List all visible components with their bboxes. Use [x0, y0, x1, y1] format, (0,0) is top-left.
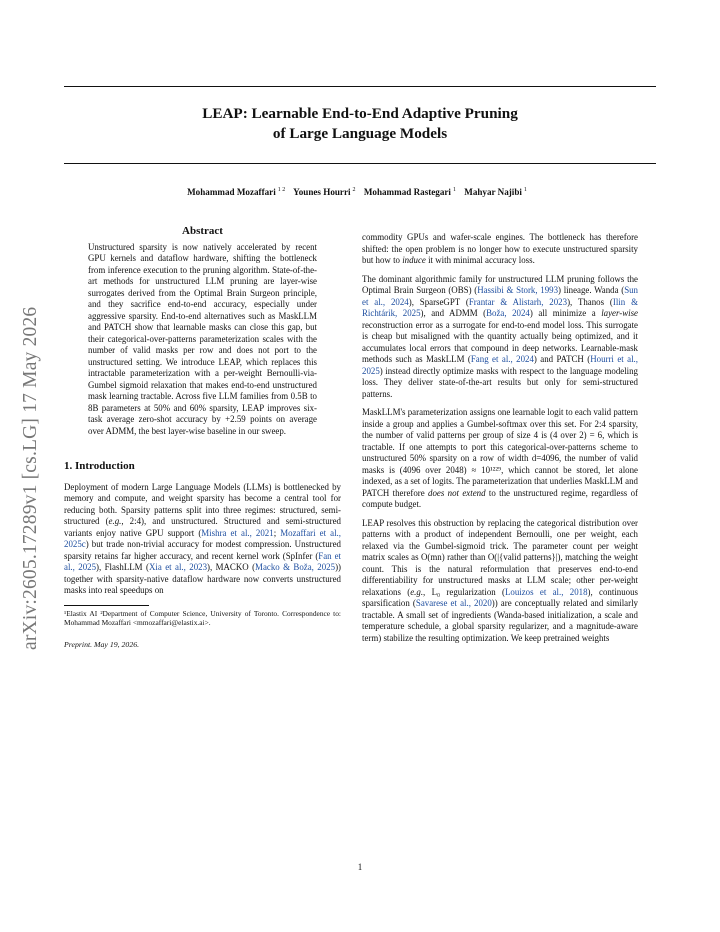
author-name: Mohammad Mozaffari — [187, 187, 276, 198]
left-column — [64, 226, 341, 650]
text-run: e.g. — [108, 516, 122, 526]
text-run: The dominant algorithmic family for unstructured LLM pruning follows the Optimal Brain Surgeon (OBS) ( — [362, 273, 638, 295]
arxiv-stamp: arXiv:2605.17289v1 [cs.LG] 17 May 2026 — [20, 306, 41, 650]
section-heading-introduction: 1. Introduction — [64, 460, 135, 472]
author-name: Younes Hourri — [293, 187, 351, 198]
right-column — [362, 232, 638, 651]
text-run: , L₀ regularization ( — [423, 586, 505, 597]
text-run: ), Thanos ( — [567, 296, 613, 307]
text-run: induce — [402, 255, 426, 265]
binomial-expression: (4096 over 2048) — [399, 464, 467, 475]
author-affiliation: 2 — [352, 187, 356, 193]
intro-paragraph-1 — [64, 482, 341, 597]
text-run: ≈ 10¹²²⁹, which cannot be stored, let alone indexed, as a set of logits. The parameterization that underlies MaskLLM and PATCH therefore — [362, 464, 638, 498]
text-run: ; — [273, 527, 281, 538]
citation-link[interactable]: Mozaffari et al., 2025c — [64, 527, 341, 549]
author-affiliation: 1 2 — [277, 187, 286, 193]
citation-link[interactable]: Louizos et al., 2018 — [504, 586, 588, 597]
text-run: it with minimal accuracy loss. — [425, 255, 535, 265]
text-run: )) are conceptually related and similarly tractable. A small set of ingredients (Wanda-based initialization, a scale and temperature schedule, a global sparsity regularizer, and a magnitude-aware term) stabilize the resulting optimization. We keep pretrained weights — [362, 598, 638, 643]
affiliation-footnote: ¹Elastix AI ²Department of Computer Science, University of Toronto. Correspondence to: Mohammad Mozaffari <mmozaffari@elastix.ai>. — [64, 608, 341, 627]
citation-link[interactable]: Boža, 2024 — [486, 308, 530, 318]
title-line-1: LEAP: Learnable End-to-End Adaptive Pruning — [202, 105, 518, 122]
text-run: LEAP resolves this obstruction by replacing the categorical distribution over patterns with a product of independent Bernoulli, one per weight, each relaxed via the Gumbel-sigmoid trick. The parameter count per weight matrix scales as O(mn) rather than O(|{valid patterns}|), matching the weight count. This is the natural reformulation that preserves end-to-end differentiability for unstructured masks at LLM scale; other per-weight relaxations ( — [362, 517, 638, 597]
citation-link[interactable]: Ilin & Richtárik, 2025 — [362, 296, 638, 318]
page-number: 1 — [357, 862, 363, 872]
text-run: = 6, which is tractable. If one attempts to port this categorical-over-patterns scheme to unstructured 50% sparsity on a row of width d=4096, the number of valid masks is — [362, 430, 638, 475]
text-run: e.g. — [410, 586, 424, 597]
author-affiliation: 1 — [452, 187, 456, 193]
text-run: ) all minimize a — [529, 308, 602, 318]
intro-paragraph-4 — [362, 518, 638, 645]
paper-title — [64, 104, 656, 144]
text-run: commodity GPUs and wafer-scale engines. The bottleneck has therefore shifted: the open problem is no longer how to execute unstructured sparsity but how to — [362, 232, 638, 265]
author-list — [64, 187, 656, 197]
title-rule-top — [64, 86, 656, 87]
citation-link[interactable]: Xia et al., 2023 — [148, 562, 208, 572]
abstract-text: Unstructured sparsity is now natively accelerated by recent GPU kernels and dataflow hardware, shifting the bottleneck from inference execution to the pruning algorithm. State-of-the-art methods for unstructured LLM pruning are layer-wise surrogates derived from the Optimal Brain Surgeon principle, and they sacrifice end-to-end accuracy, especially under aggressive sparsity. End-to-end alternatives such as MaskLLM and PATCH show that learnable masks can close this gap, but their categorical-over-patterns parameterization scales with the number of valid masks per row and does not port to the unstructured setting. We introduce LEAP, which replaces this intractable parameterization with a per-weight Bernoulli-via-Gumbel sigmoid relaxation that makes end-to-end unstructured mask learning tractable. Across five LLM families from 0.5B to 8B parameters at 50% and 60% sparsity, LEAP improves six-task average zero-shot accuracy by +2.59 points on average over ADMM, the best layer-wise baseline in our sweep. — [88, 241, 317, 436]
intro-paragraph-2 — [362, 274, 638, 401]
citation-link[interactable]: Hassibi & Stork, 1993 — [477, 285, 559, 295]
author-affiliation: 1 — [523, 187, 527, 193]
text-run: ), continuous sparsification ( — [362, 586, 638, 608]
text-run: ), FlashLLM ( — [96, 562, 149, 572]
text-run: ), SparseGPT ( — [408, 296, 469, 307]
abstract-heading: Abstract — [182, 225, 223, 237]
footnote-rule — [64, 605, 149, 606]
text-run: ) but trade non-trivial accuracy for modest compression. Unstructured sparsity retains far higher accuracy, and recent kernel work (SpInfer ( — [64, 539, 341, 561]
citation-link[interactable]: Mishra et al., 2021 — [201, 527, 274, 538]
author-name: Mahyar Najibi — [464, 187, 522, 198]
text-run: )) together with sparsity-native dataflow hardware now converts unstructured masks into real speedups on — [64, 562, 341, 595]
text-run: ), and ADMM ( — [420, 308, 487, 318]
text-run: Deployment of modern Large Language Models (LLMs) is bottlenecked by memory and compute, and weight sparsity has become a central tool for reducing both. Sparsity patterns split into three regimes: structured, semi-structured ( — [64, 481, 341, 526]
citation-link[interactable]: Fang et al., 2024 — [470, 354, 534, 364]
text-run: does not extend — [428, 487, 486, 498]
citation-link[interactable]: Hourri et al., 2025 — [362, 354, 638, 376]
text-run: to the unstructured regime, regardless of compute budget. — [362, 487, 638, 509]
citation-link[interactable]: Savarese et al., 2020 — [415, 598, 492, 608]
text-run: layer-wise — [601, 308, 638, 318]
binomial-expression: (4 over 2) — [550, 430, 587, 440]
citation-link[interactable]: Fan et al., 2025 — [64, 550, 342, 572]
text-run: reconstruction error as a surrogate for end-to-end model loss. This surrogate is cheap but misaligned with the quantity actually being optimized, and it accumulates local errors that compound in deep networks. Learnable-mask methods such as MaskLLM ( — [362, 319, 638, 364]
preprint-date: Preprint. May 19, 2026. — [64, 639, 140, 649]
text-run: ), MACKO ( — [207, 562, 256, 572]
text-run: ) lineage. Wanda ( — [558, 285, 625, 295]
title-rule-bottom — [64, 163, 656, 164]
text-run: ) and PATCH ( — [533, 354, 591, 364]
text-run: , 2:4), and unstructured. Structured and semi-structured variants enjoy native GPU support ( — [64, 516, 341, 538]
text-run: MaskLLM's parameterization assigns one learnable logit to each valid pattern inside a group and applies a Gumbel-softmax over this set. For 2:4 sparsity, the number of valid patterns per group of size 4 is — [362, 407, 638, 440]
author-name: Mohammad Rastegari — [363, 187, 451, 198]
text-run: ) instead directly optimize masks with respect to the language modeling loss. They deliver state-of-the-art results but only for semi-structured patterns. — [362, 365, 638, 399]
intro-paragraph-continued — [362, 232, 638, 267]
citation-link[interactable]: Macko & Boža, 2025 — [255, 562, 336, 572]
citation-link[interactable]: Frantar & Alistarh, 2023 — [468, 296, 568, 307]
citation-link[interactable]: Sun et al., 2024 — [362, 285, 638, 307]
title-line-2: of Large Language Models — [272, 125, 448, 142]
intro-paragraph-3 — [362, 407, 638, 511]
